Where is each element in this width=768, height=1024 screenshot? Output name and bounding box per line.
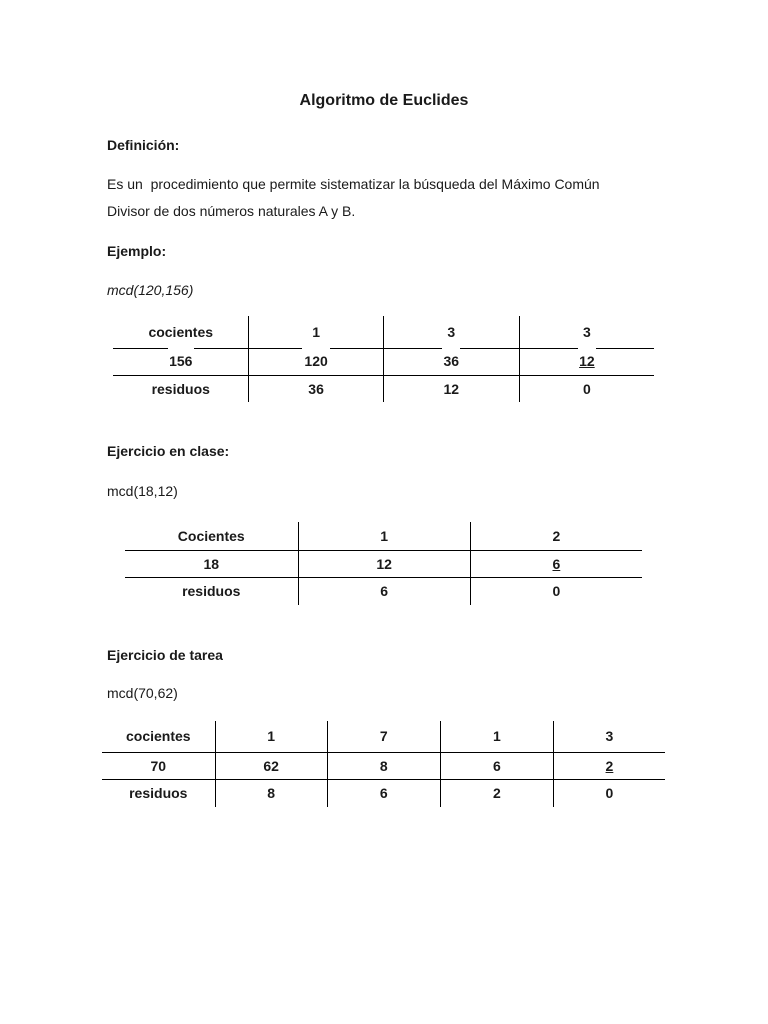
table-row [125, 550, 642, 577]
table-row [102, 721, 665, 752]
table-cell: 12 [298, 550, 470, 577]
table-row [102, 779, 665, 807]
table-cell: 0 [519, 375, 654, 402]
table-cell: 36 [249, 375, 383, 402]
gcd-result: 6 [552, 555, 561, 572]
table-cell: 0 [553, 779, 665, 807]
table-cell: 12 [383, 375, 519, 402]
table-cell: 36 [383, 347, 519, 375]
definition-line-1: Es un procedimiento que permite sistematizar la búsqueda del Máximo Común [107, 176, 600, 192]
example-heading: Ejemplo: [107, 243, 167, 259]
table-cell: 156 [113, 347, 249, 375]
table-cell: residuos [182, 583, 241, 600]
homework-expression: mcd(70,62) [107, 685, 178, 701]
homework-heading: Ejercicio de tarea [107, 647, 223, 663]
homework-table [102, 721, 665, 807]
table-cell: 1 [298, 522, 470, 550]
table-row [125, 522, 642, 550]
table-cell: cocientes [125, 728, 191, 745]
table-cell: Cocientes [177, 527, 245, 544]
table-cell: 1 [249, 316, 383, 347]
table-cell: 3 [519, 316, 654, 347]
table-row [102, 752, 665, 779]
table-cell: 3 [553, 721, 665, 752]
class-exercise-expression: mcd(18,12) [107, 483, 178, 499]
definition-text [107, 171, 667, 225]
table-cell: 8 [327, 752, 440, 779]
table-cell: residuos [151, 380, 210, 397]
gcd-result: 2 [605, 757, 614, 774]
definition-line-2: Divisor de dos números naturales A y B. [107, 203, 356, 219]
table-cell: 18 [125, 550, 298, 577]
table-cell: 120 [249, 347, 383, 375]
table-cell: 70 [102, 752, 215, 779]
document-title: Algoritmo de Euclides [299, 92, 469, 109]
table-cell: 0 [470, 577, 642, 605]
table-row [125, 577, 642, 605]
class-exercise-heading: Ejercicio en clase: [107, 443, 230, 459]
table-cell: 2 [440, 779, 553, 807]
table-cell: 6 [327, 779, 440, 807]
table-cell: 7 [327, 721, 440, 752]
table-cell: cocientes [148, 323, 214, 340]
table-cell: residuos [129, 785, 188, 802]
definition-heading: Definición: [107, 137, 180, 153]
class-exercise-table [125, 522, 642, 605]
table-cell: 2 [470, 522, 642, 550]
table-cell [519, 347, 654, 375]
table-cell [553, 752, 665, 779]
table-cell: 6 [298, 577, 470, 605]
example-expression: mcd(120,156) [107, 282, 194, 298]
table-row [113, 375, 654, 402]
table-cell: 3 [383, 316, 519, 347]
table-row [113, 316, 654, 347]
table-row [113, 347, 654, 375]
gcd-result: 12 [579, 352, 595, 369]
table-cell [470, 550, 642, 577]
table-cell: 8 [215, 779, 327, 807]
table-cell: 1 [440, 721, 553, 752]
example-table [113, 316, 654, 402]
table-cell: 1 [215, 721, 327, 752]
table-cell: 6 [440, 752, 553, 779]
table-cell: 62 [215, 752, 327, 779]
